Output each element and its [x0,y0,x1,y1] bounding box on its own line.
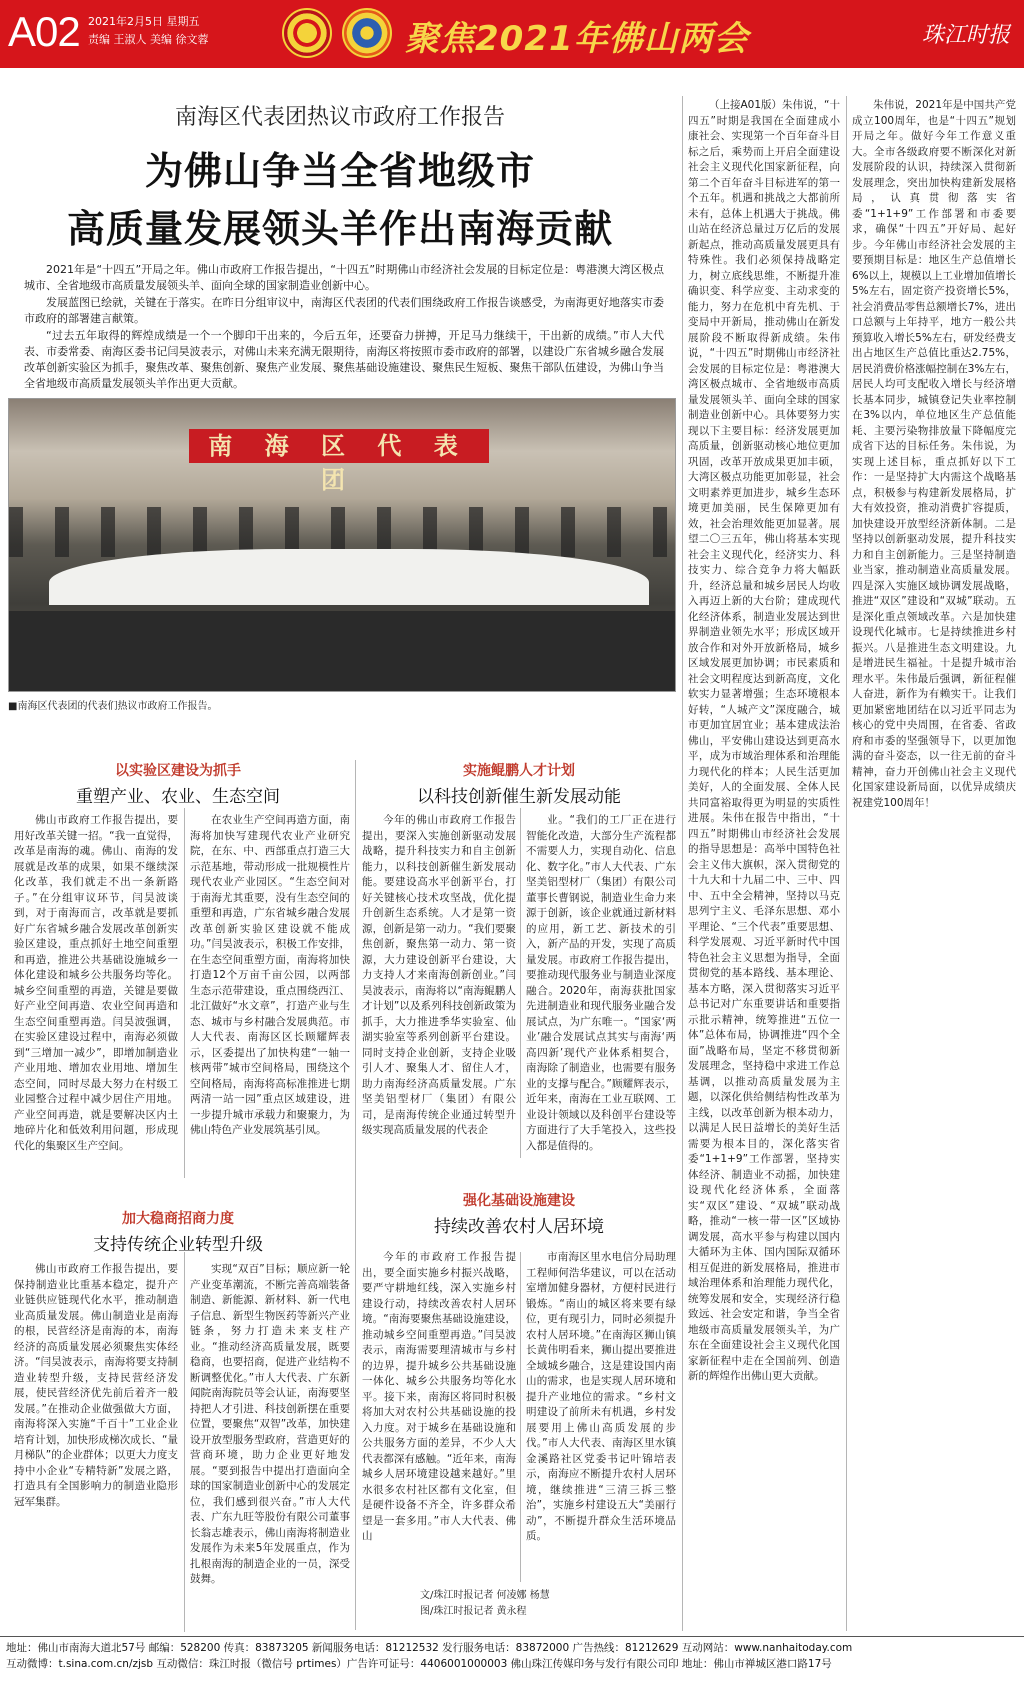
footer-publisher-line: 互动微博：t.sina.com.cn/zjsb 互动微信：珠江时报（微信号 prtimes）广告许可证号：4406001000003 佛山珠江传媒印务与发行有限公司印 地址：佛山市禅城区港口路17号 [6,1658,832,1670]
headline-kicker: 南海区代表团热议市政府工作报告 [174,105,505,130]
page-code: A02 [8,8,80,55]
issue-date: 2021年2月5日 星期五 [88,15,200,28]
article-column: 市南海区里水电信分局助理工程师何浩华建议，可以在活动室增加健身器材，方便村民进行锻炼。“南山的城区将来要有绿位，更有现引力，同时必须提升农村人居环境。”在南海区狮山镇长黄伟明看来，狮山提出要推进全域城乡融合，这是建设国内南山的需求，也是实现人居环境和提升产业地位的需求。“乡村文明建设了前所未有机遇，乡村发展要用上佛山高质发展的步伐。”市人大代表、南海区里水镇金溪路社区党委书记叶锦培表示，南海应不断提升农村人居环境，继续推进“三清三拆三整治”，实施乡村建设五大“美丽行动”，不断提升群众生活环境品质。 [526,1251,676,1542]
section-3-title: 支持传统企业转型升级 [93,1235,263,1255]
byline-photographer: 图/珠江时报记者 黄永程 [420,1606,527,1617]
headline-line-1: 为佛山争当全省地级市 [144,149,535,193]
photo-caption: ■南海区代表团的代表们热议市政府工作报告。 [8,701,218,712]
column-divider [355,760,356,1630]
section-2-kicker: 实施鲲鹏人才计划 [463,763,575,779]
lead-paragraph: 2021年是“十四五”开局之年。佛山市政府工作报告提出，“十四五”时期佛山市经济社会发展的目标定位是：粤港澳大湾区极点城市、全省地级市高质量发展领头羊、面向全球的国家制造业创新中心。 [24,263,664,292]
section-2-title: 以科技创新催生新发展动能 [417,787,621,807]
page-footer [0,1640,1024,1681]
article-column: 在农业生产空间再造方面，南海将加快写建现代农业产业研究院，在东、中、西部重点打造三大示范基地，带动形成一批规模性片现代农业产业园区。“生态空间对于南海尤其重要，没有生态空间的重塑和再造，广东省城乡融合发展改革创新实验区建设就不能成功。”闫昊波表示，积极工作安排，在生态空间重塑方面，南海将加快打造12个万亩千亩公园，以两部生态示范带建设，重点围绕西江、北江做好“水文章”，打造产业与生态、城市与乡村融合发展典范。市人大代表、南海区区长顾耀辉表示，区委提出了加快构建“一轴一核两带”城市空间格局，围绕这个空间格局，南海将高标准推进七期两清一站一园”重点区域建设，进一步提升城市承载力和聚聚力，为佛山特色产业发展筑基引凤。 [190,814,350,1136]
article-column-continued: 朱伟说，2021年是中国共产党成立100周年，也是“十四五”规划开局之年。做好今年工作意义重大。全市各级政府要不断深化对新发展阶段的认识，持续深入贯彻新发展理念，突出加快构建新发展格局，认真贯彻落实省委“1+1+9”工作部署和市委要求，确保“十四五”开好局、起好步。今年佛山市经济社会发展的主要预期目标是：地区生产总值增长6%以上，规模以上工业增加值增长5%左右，固定资产投资增长5%，社会消费品零售总额增长7%，进出口总额与上年持平，地方一般公共预算收入增长5%左右，研发经费支出占地区生产总值比重达2.75%，居民消费价格涨幅控制在3%左右，居民人均可支配收入增长与经济增长基本同步，城镇登记失业率控制在3%以内，单位地区生产总值能耗、主要污染物排放量下降幅度完成省下达的目标任务。朱伟说，为实现上述目标，重点抓好以下工作：一是坚持扩大内需这个战略基点，积极参与构建新发展格局，扩大有效投资，推动消费扩容提质，加快建设开放型经济新体制。二是坚持以创新驱动发展，提升科技实力和自主创新能力。三是坚持制造业当家，推动制造业高质量发展。四是深入实施区域协调发展战略，推进“双区”建设和“双城”联动。五是深化重点领域改革。六是加快建设现代化城市。七是持续推进乡村振兴。八是推进生态文明建设。九是增进民生福祉。十是提升城市治理水平。朱伟最后强调，新征程催人奋进，新作为有赖实干。让我们更加紧密地团结在以习近平同志为核心的党中央周围，在省委、省政府和市委的坚强领导下，以更加饱满的奋斗姿态，以一往无前的奋斗精神，奋力开创佛山社会主义现代化国家建设新局面，以优异成绩庆祝建党100周年！ [852,99,1016,809]
section-1-kicker: 以实验区建设为抓手 [115,763,241,779]
section-banner-title: 聚焦2021年佛山两会 [405,19,749,59]
lead-paragraphs [24,262,664,393]
footer-rule [0,1636,1024,1637]
byline-writer: 文/珠江时报记者 何凌娜 杨慧 [420,1590,550,1601]
column-divider [846,96,847,1631]
masthead [0,0,1024,68]
column-divider [520,1252,521,1582]
column-divider [184,1252,185,1632]
article-column: 佛山市政府工作报告提出，要保持制造业比重基本稳定，提升产业链供应链现代化水平，推动制造业高质量发展。佛山制造业是南海的根，民营经济是南海的本，南海经济的高质量发展必须聚焦实体经济。“闫昊波表示，南海将要支持制造业转型升级，支持民营经济发展，使民营经济优先前后着齐一般发展。”在推动企业做强做大方面，南海将深入实施“千百十”工业企业培育计划，加快形成梯次成长、“量月梯队”的企业群体；以更大力度支持中小企业“专精特新”发展之路，打造具有全国影响力的制造业隐形冠军集群。 [14,1263,178,1508]
photo-conference-table [49,549,649,605]
lead-paragraph: 发展蓝图已绘就，关键在于落实。在昨日分组审议中，南海区代表团的代表们围绕政府工作报告谈感受，为南海更好地落实市委市政府的部署建言献策。 [24,296,664,325]
article-column-continued: （上接A01版）朱伟说，“十四五”时期是我国在全面建成小康社会、实现第一个百年奋斗目标之后，乘势而上开启全面建设社会主义现代化国家新征程，向第二个百年奋斗目标进军的第一个五年。机遇和挑战之大都前所未有，总体上机遇大于挑战。佛山站在经济总量过万亿后的发展新起点，推动高质量发展更具有特殊性。我们必须保持战略定力，树立底线思维，不断提升准确识变、科学应变、主动求变的能力，努力在危机中育先机、于变局中开新局，推动佛山在新发展阶段不断取得新成绩。朱伟说，“十四五”时期佛山市经济社会发展的目标定位是：粤港澳大湾区极点城市、全省地级市高质量发展领头羊、面向全球的国家制造业创新中心。具体要努力实现以下主要目标：经济发展更加高质量，创新驱动核心地位更加巩固，改革开放成果更加丰硕，大湾区极点功能更加彰显，社会文明素养更加进步，城乡生态环境更加美丽，民生保障更加有效，社会治理效能更加显著。展望二〇三五年，佛山将基本实现社会主义现代化，经济实力、科技实力、综合竞争力将大幅跃升，经济总量和城乡居民人均收入再迈上新的大台阶；建成现代化经济体系，制造业发展达到世界制造业领先水平；形成区域开放合作和对外开放新格局，城乡区域发展更加协调；市民素质和社会文明程度达到新高度，文化软实力显著增强；生态环境根本好转，“人城产文”深度融合，城市更加宜居宜业；基本建成法治佛山，平安佛山建设达到更高水平，成为市域治理体系和治理能力现代化的样本；人民生活更加美好，人的全面发展、全体人民共同富裕取得更为明显的实质性进展。朱伟在报告中指出，“十四五”时期佛山市经济社会发展的指导思想是：高举中国特色社会主义伟大旗帜，深入贯彻党的十九大和十九届二中、三中、四中、五中全会精神，坚持以马克思列宁主义、毛泽东思想、邓小平理论、“三个代表”重要思想、科学发展观、习近平新时代中国特色社会主义思想为指导，全面贯彻党的基本路线、基本理论、基本方略，深入贯彻落实习近平总书记对广东重要讲话和重要指示批示精神，统筹推进“五位一体”总体布局，协调推进“四个全面”战略布局，坚定不移贯彻新发展理念，坚持稳中求进工作总基调，以推动高质量发展为主题，以深化供给侧结构性改革为主线，以改革创新为根本动力，以满足人民日益增长的美好生活需要为根本目的，深化落实省委“1+1+9”工作部署，坚持实体经济、制造业不动摇，加快建设现代化经济体系，全面落实“双区”建设、“双城”联动战略，推动“一核一带一区”区域协调发展，高水平参与构建以国内大循环为主体、国内国际双循环相互促进的新发展格局，推进市域治理体系和治理能力现代化，统筹发展和安全，实现经济行稳致远、社会安定和谐，争当全省地级市高质量发展领头羊，为广东在全面建设社会主义现代化国家新征程中走在全国前列、创造新的辉煌作出佛山更大贡献。 [688,99,840,1382]
column-divider [184,808,185,1178]
section-4-title: 持续改善农村人居环境 [434,1217,604,1237]
editor-credit: 责编 王淑人 美编 徐文蓉 [88,33,209,46]
cppcc-emblem-icon [342,8,392,58]
photo-banner: 南 海 区 代 表 团 [189,429,489,463]
column-divider [682,96,683,1631]
section-4-kicker: 强化基础设施建设 [463,1193,575,1209]
national-emblem-icon [282,8,332,58]
footer-contact-line: 地址：佛山市南海大道北57号 邮编：528200 传真：83873205 新闻服务电话：81212532 发行服务电话：83872000 广告热线：81212629 互动网站：www.nanhaitoday.com [6,1642,853,1654]
section-1-title: 重塑产业、农业、生态空间 [76,787,280,807]
lead-paragraph: “过去五年取得的辉煌成绩是一个一个脚印干出来的，今后五年，还要奋力拼搏，开足马力继续干，干出新的成绩。”市人大代表、市委常委、南海区委书记闫昊波表示，对佛山未来充满无限期待，南海区将按照市委市政府的部署，以建设广东省城乡融合发展改革创新实验区为抓手，聚焦改革、聚焦创新、聚焦产业发展、聚焦基础设施建设、聚焦民生短板、聚焦干部队伍建设，为佛山争当全省地级市高质量发展领头羊作出更大贡献。 [24,329,664,390]
article-column: 实现“双百”目标；顺应新一轮产业变革潮流，不断完善高端装备制造、新能源、新材料、新一代电子信息、新型生物医药等新兴产业链条，努力打造未来支柱产业。“推动经济高质量发展，既要稳商，也要招商，促进产业结构不断调整优化。”市人大代表、广东新闻院南海院员等会认证，南海要坚持把人才引进、科技创新摆在重要位置，要聚焦“双智”改革，加快建设开放型服务型政府，营造更好的营商环境，助力企业更好地发展。“要到报告中提出打造面向全球的国家制造业创新中心的发展定位，我们感到很兴奋。”市人大代表、广东九旺等股份有限公司董事长翁志雄表示，佛山南海将制造业发展作为未来5年发展重点，作为扎根南海的制造企业的一员，深受鼓舞。 [190,1263,350,1585]
headline-line-2: 高质量发展领头羊作出南海贡献 [66,207,613,251]
article-column: 佛山市政府工作报告提出，要用好改革关键一招。“我一直觉得，改革是南海的魂。佛山、南海的发展就是改革的成果，如果不继续深化改革，我们就走不出一条新路子。”在分组审议环节，闫昊波谈到，对于南海而言，改革就是要抓好广东省城乡融合发展改革创新实验区建设，重点抓好土地空间重塑和再造，推进公共基础设施城乡一体化建设和城乡公共服务均等化。城乡空间重塑的再造，关键是要做好产业空间再造、农业空间再造和生态空间重塑再造。闫昊波强调，在实验区建设过程中，南海必须做到“三增加一减少”，即增加制造业产业用地、增加农业用地、增加生态空间，同时尽最大努力在村级工业园整合过程中减少居住产用地。产业空间再造，就是要解决区内土地碎片化和低效利用问题，形成现代化的集聚区生产空间。 [14,814,178,1152]
delegation-meeting-photo [8,398,676,692]
column-divider [520,808,521,1158]
photo-floor [9,611,675,691]
article-column: 今年的佛山市政府工作报告提出，要深入实施创新驱动发展战略，提升科技实力和自主创新能力，以科技创新催生新发展动能。要建设高水平创新平台，打好关键核心技术攻坚战，优化提升创新生态系统。人才是第一资源，创新是第一动力。“我们要聚焦创新，聚焦第一动力、第一资源，大力建设创新平台建设，大力支持人才来南海创新创业。”闫昊波表示，南海将以“南海鲲鹏人才计划”以及系列科技创新政策为抓手，大力推进季华实验室、仙湖实验室等系列创新平台建设。同时支持企业创新，支持企业吸引人才、聚集人才、留住人才，助力南海经济高质量发展。广东坚美铝型材厂（集团）有限公司，是南海传统企业通过转型升级实现高质量发展的代表企 [362,814,516,1136]
article-column: 今年的市政府工作报告提出，要全面实施乡村振兴战略，要严守耕地红线，深入实施乡村建设行动，持续改善农村人居环境。“南海要聚焦基础设施建设，推动城乡空间重塑再造。”闫昊波表示，南海需要理清城市与乡村的边界，提升城乡公共基础设施一体化、城乡公共服务均等化水平。接下来，南海区将同时积极将加大对农村公共基础设施的投入力度。对于城乡在基础设施和公共服务方面的差异，不少人大代表都深有感触。“近年来，南海城乡人居环境建设越来越好。”里水很多农村社区都有文化室，但是硬件设备不齐全，许多群众希望是一套多用。”市人大代表、佛山 [362,1251,516,1542]
section-3-kicker: 加大稳商招商力度 [122,1211,234,1227]
newspaper-logo: 珠江时报 [921,23,1010,48]
article-column: 业。“我们的工厂正在进行智能化改造，大部分生产流程都不需要人力，实现自动化、信息化、数字化。”市人大代表、广东坚美铝型材厂（集团）有限公司董事长曹钢说，制造业生命力来源于创新，该企业就通过新材料的应用，新工艺、新技术的引入，新产品的开发，实现了高质量发展。市政府工作报告提出，要推动现代服务业与制造业深度融合。2020年，南海获批国家先进制造业和现代服务业融合发展试点，为广东唯一。“国家‘两业’融合发展试点其实与南海‘两高四新’现代产业体系相契合，南海除了制造业，也需要有服务业的支撑与配合。”顾耀辉表示，近年来，南海在工业互联网、工业设计领域以及科创平台建设等方面进行了大手笔投入，这些投入都是值得的。 [526,814,676,1152]
